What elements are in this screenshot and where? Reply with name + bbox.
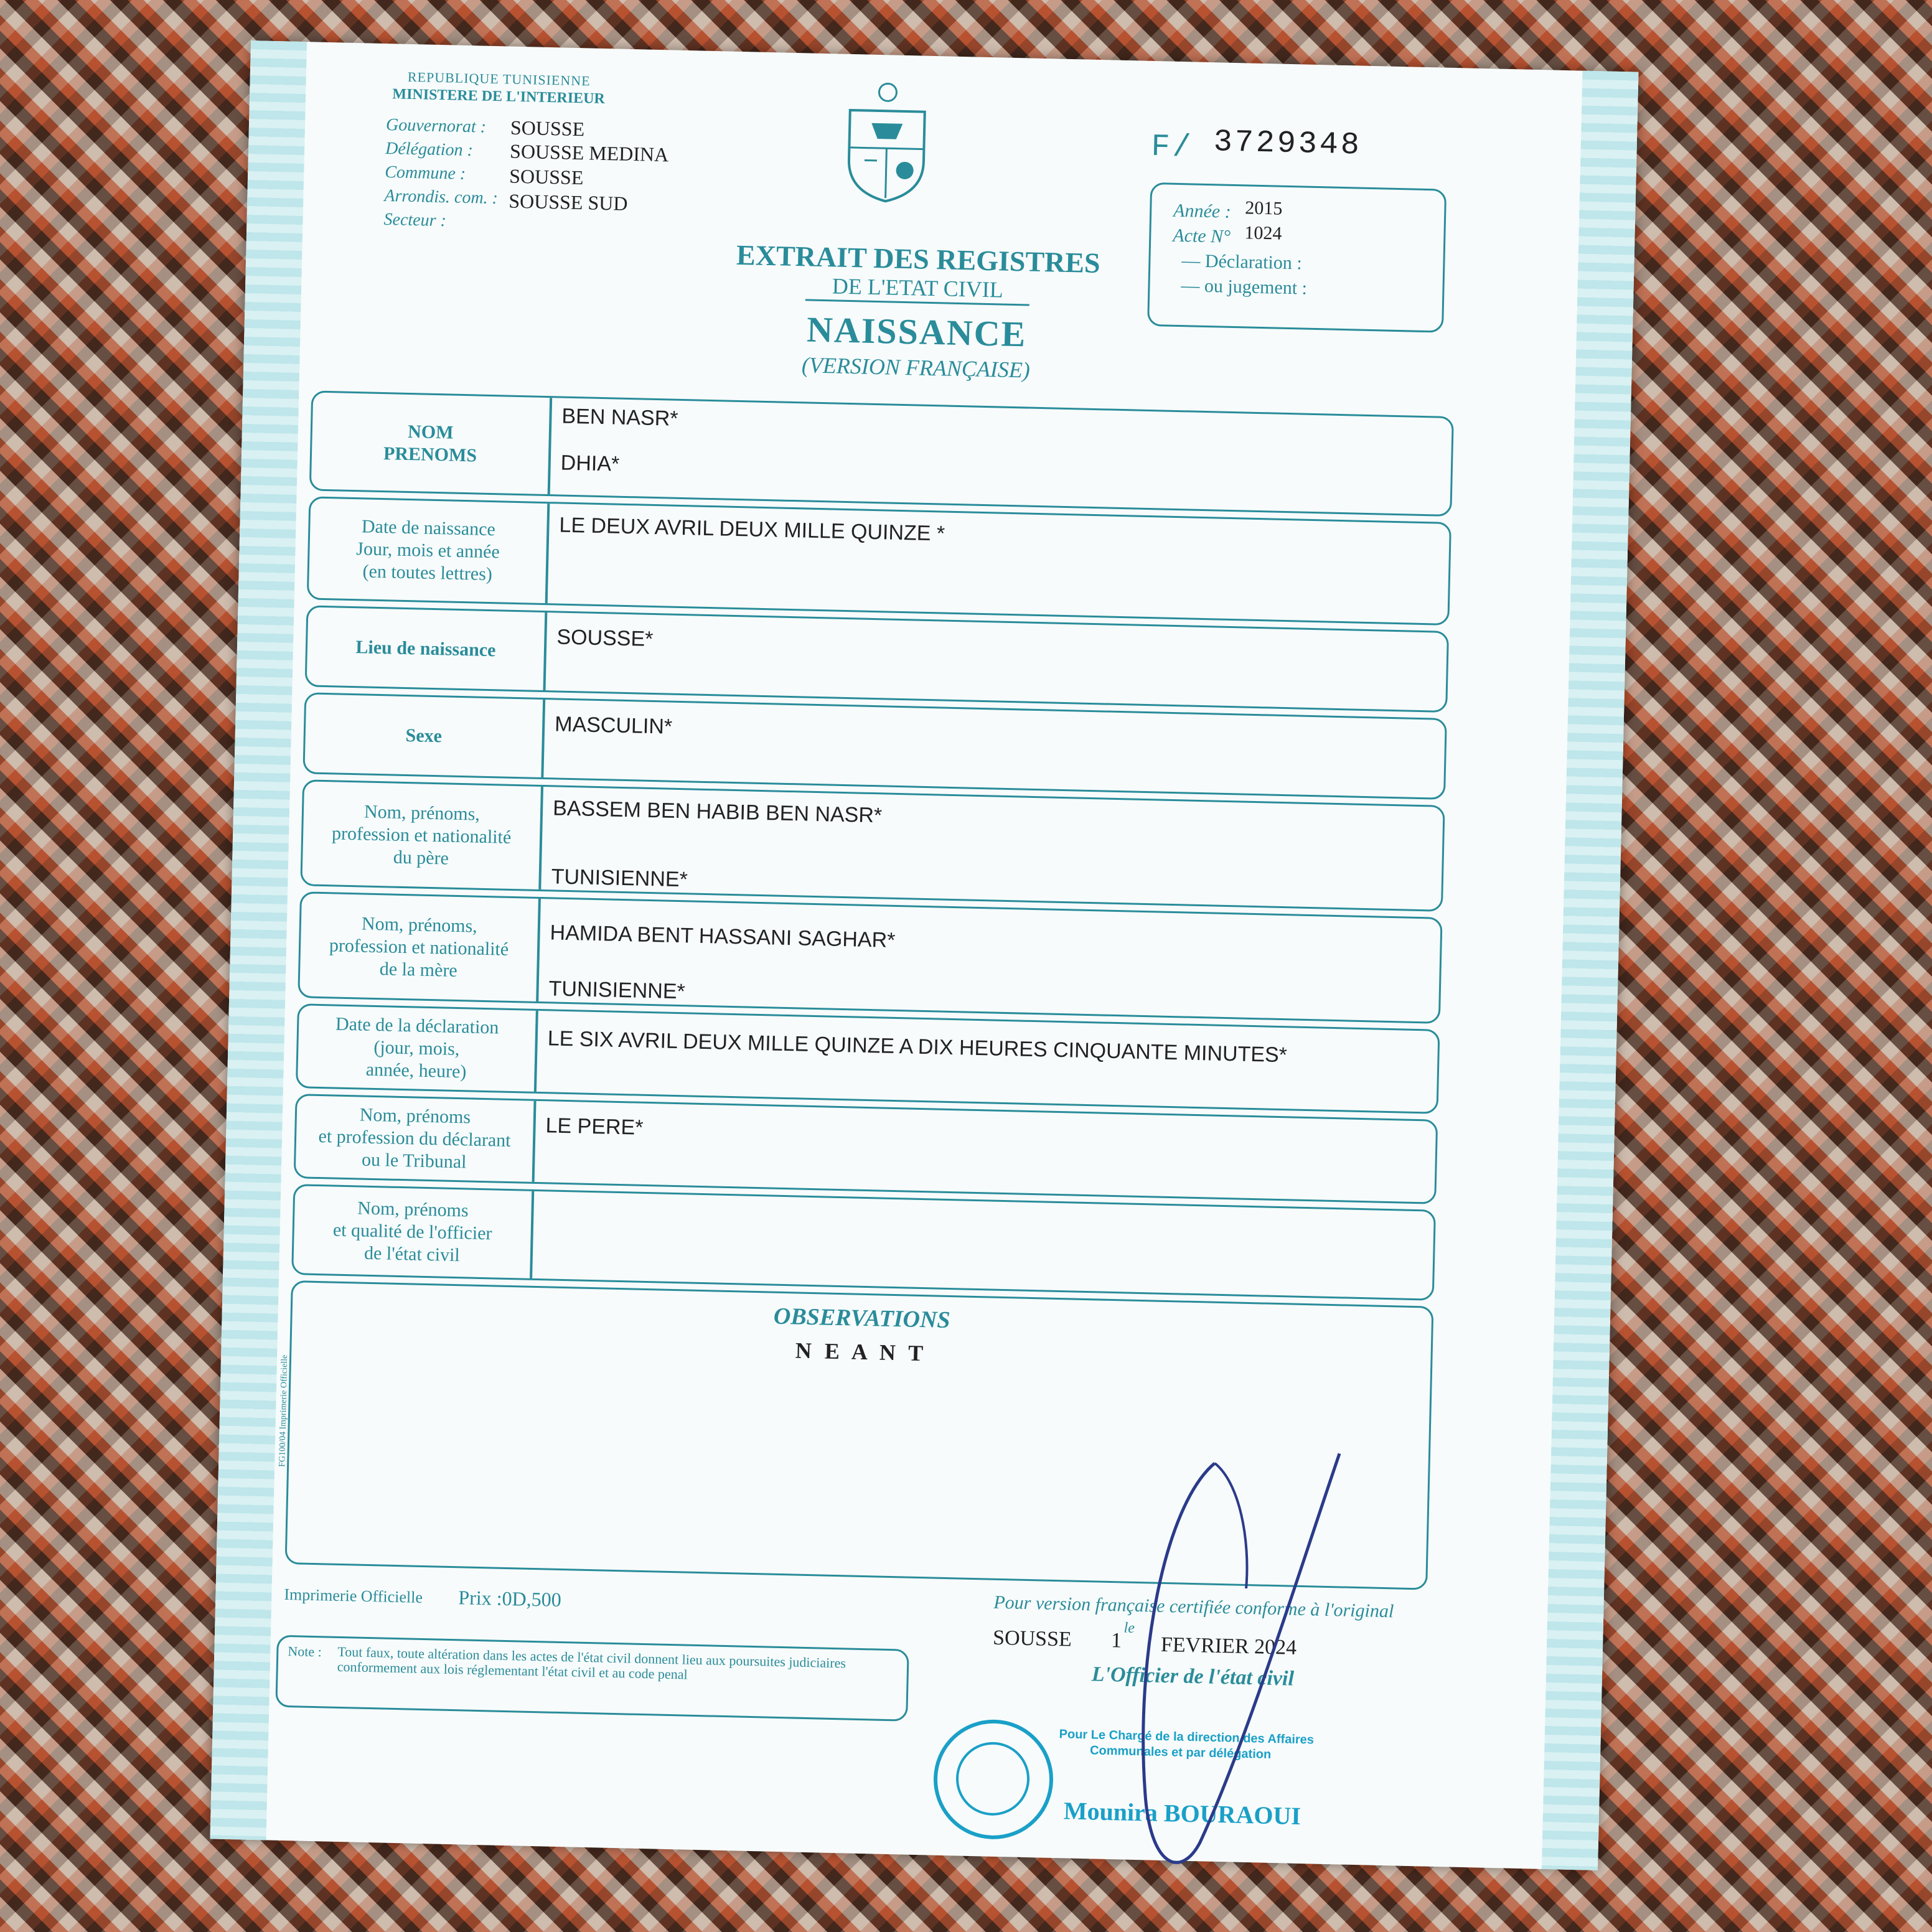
handwritten-signature [1105, 1442, 1364, 1896]
imprimerie-text: Imprimerie Officielle [284, 1585, 423, 1606]
stamp-line2: Communales et par délégation [1089, 1743, 1272, 1761]
annee-label: Année : [1173, 200, 1232, 222]
title-naissance: NAISSANCE [806, 309, 1028, 355]
acte-label: Acte N° [1172, 225, 1231, 247]
declaration-label: — Déclaration : [1181, 250, 1303, 274]
acte-value: 1024 [1244, 222, 1282, 244]
observations-title: OBSERVATIONS [773, 1303, 951, 1334]
certification-text: Pour version française certifiée conforme à l'original [993, 1592, 1394, 1622]
gouvernorat-value: SOUSSE [510, 116, 585, 141]
security-border-left [210, 40, 307, 1840]
row-value: HAMIDA BENT HASSANI SAGHAR* [550, 921, 896, 952]
row-label: Nom, prénoms et qualité de l'officier de l'état civil [293, 1186, 534, 1278]
form-number-prefix: F/ [1150, 129, 1194, 166]
observations-value: N E A N T [795, 1338, 927, 1366]
row-date-naissance [307, 496, 1451, 626]
row-officier [291, 1184, 1436, 1301]
jugement-label: — ou jugement : [1181, 275, 1308, 299]
row-label: Sexe [304, 694, 545, 777]
official-seal-stamp [932, 1719, 1054, 1841]
row-label: Date de naissance Jour, mois et année (en toutes lettres) [309, 498, 550, 603]
arrondis-value: SOUSSE SUD [508, 189, 628, 215]
row-value-nom: BEN NASR* [561, 404, 678, 431]
row-value-nationalite: TUNISIENNE* [548, 977, 686, 1004]
row-label: NOM PRENOMS [311, 392, 552, 494]
row-value: LE DEUX AVRIL DEUX MILLE QUINZE * [559, 513, 945, 546]
delegation-label: Délégation : [385, 139, 474, 161]
row-value: SOUSSE* [556, 625, 654, 651]
ministry-text: MINISTERE DE L'INTERIEUR [392, 86, 606, 107]
acte-box [1147, 182, 1447, 333]
title-line2: DE L'ETAT CIVIL [832, 273, 1004, 302]
row-label: Nom, prénoms, profession et nationalité du père [302, 781, 543, 889]
republic-text: REPUBLIQUE TUNISIENNE [407, 68, 591, 89]
row-mere [298, 891, 1442, 1024]
commune-value: SOUSSE [509, 164, 584, 189]
prix-text: Prix :0D,500 [458, 1586, 562, 1611]
title-version: (VERSION FRANÇAISE) [801, 352, 1031, 383]
note-label: Note : [288, 1643, 322, 1660]
row-label: Lieu de naissance [307, 607, 548, 690]
commune-label: Commune : [384, 162, 466, 184]
coat-of-arms-emblem [838, 79, 934, 205]
city-text: SOUSSE [992, 1626, 1072, 1651]
row-value: LE SIX AVRIL DEUX MILLE QUINZE A DIX HEURES CINQUANTE MINUTES* [547, 1026, 1288, 1067]
row-value: MASCULIN* [554, 712, 673, 739]
row-value-prenom: DHIA* [560, 451, 620, 476]
stamp-name: Mounira BOURAOUI [1063, 1796, 1301, 1831]
row-label: Nom, prénoms, profession et nationalité de la mère [299, 893, 541, 1001]
row-value: BASSEM BEN HABIB BEN NASR* [552, 796, 883, 828]
row-label: Date de la déclaration (jour, mois, année, heure) [298, 1005, 538, 1092]
row-value-nationalite: TUNISIENNE* [551, 865, 688, 892]
security-border-right [1542, 71, 1639, 1870]
seal-inner-ring [955, 1742, 1031, 1817]
gouvernorat-label: Gouvernorat : [385, 115, 487, 137]
stamp-line1: Pour Le Chargé de la direction des Affaires [1059, 1727, 1315, 1747]
date-suffix: le [1123, 1620, 1135, 1636]
birth-certificate-document [210, 40, 1639, 1870]
row-pere [300, 779, 1445, 912]
date-rest: FEVRIER 2024 [1160, 1633, 1297, 1659]
title-line1: EXTRAIT DES REGISTRES [736, 238, 1101, 279]
row-value: LE PERE* [545, 1114, 644, 1140]
side-code: FG100/04 Imprimerie Officielle [278, 1354, 290, 1467]
annee-value: 2015 [1245, 197, 1283, 219]
row-label: Nom, prénoms et profession du déclarant ou le Tribunal [296, 1095, 537, 1182]
note-text: Tout faux, toute altération dans les actes de l'état civil donnent lieu aux poursuites judiciaires conformement aux lois réglementant l'état civil et au code penal [337, 1643, 846, 1682]
delegation-value: SOUSSE MEDINA [509, 139, 669, 166]
note-box [275, 1635, 909, 1722]
officer-title: L'Officier de l'état civil [1091, 1662, 1295, 1690]
date-day: 1 [1110, 1629, 1122, 1653]
arrondis-label: Arrondis. com. : [384, 186, 499, 209]
form-number: 3729348 [1213, 124, 1362, 164]
secteur-label: Secteur : [383, 209, 447, 231]
row-nom-prenoms [309, 390, 1454, 517]
